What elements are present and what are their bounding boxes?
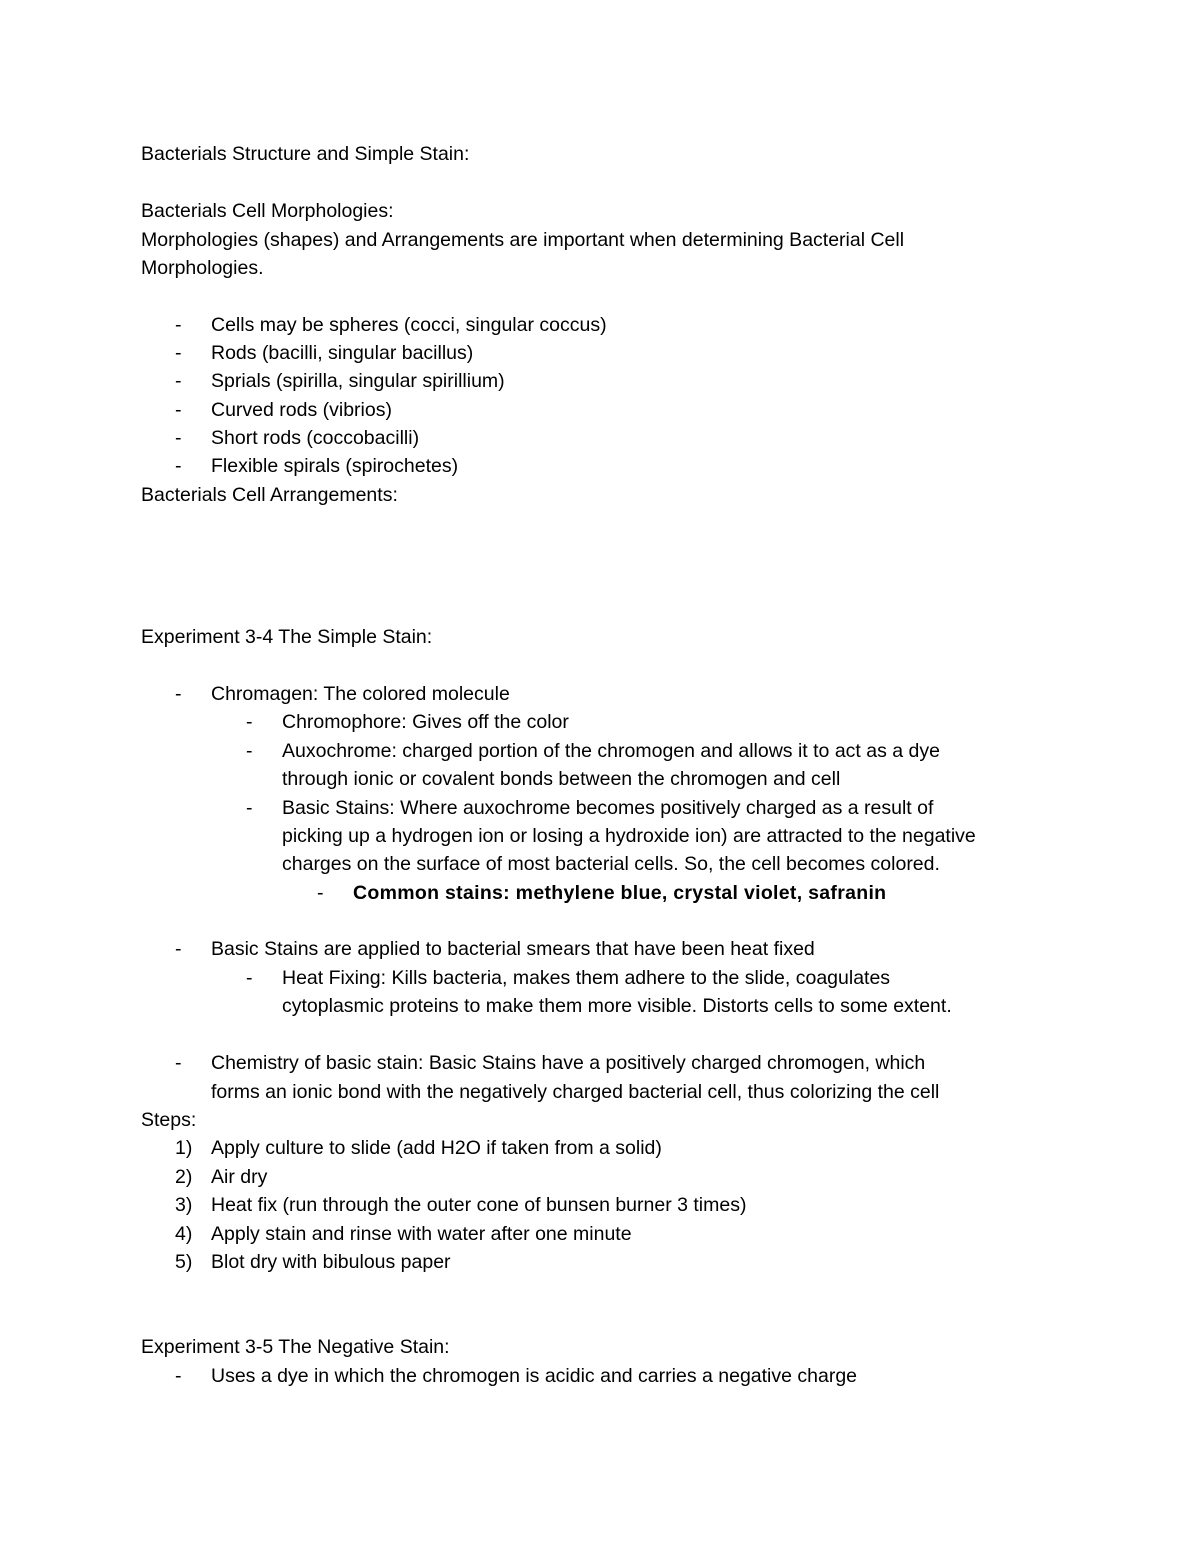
morphology-item: Flexible spirals (spirochetes): [211, 455, 459, 477]
experiment-3-4-heading: Experiment 3-4 The Simple Stain:: [141, 626, 433, 648]
negative-stain-item: Uses a dye in which the chromogen is acidic and carries a negative charge: [211, 1365, 858, 1387]
step-number: 5): [175, 1251, 193, 1273]
step-text: Apply culture to slide (add H2O if taken from a solid): [211, 1137, 662, 1159]
list-bullet: -: [175, 683, 182, 705]
list-bullet: -: [246, 797, 253, 819]
chemistry-line-2: forms an ionic bond with the negatively charged bacterial cell, thus colorizing the cell: [211, 1081, 940, 1103]
morphology-item: Short rods (coccobacilli): [211, 427, 420, 449]
morphologies-heading: Bacterials Cell Morphologies:: [141, 200, 394, 222]
basic-stains-applied-item: Basic Stains are applied to bacterial smears that have been heat fixed: [211, 938, 815, 960]
morphologies-intro-line-2: Morphologies.: [141, 257, 264, 279]
experiment-3-5-heading: Experiment 3-5 The Negative Stain:: [141, 1336, 450, 1358]
step-number: 3): [175, 1194, 193, 1216]
step-text: Heat fix (run through the outer cone of bunsen burner 3 times): [211, 1194, 747, 1216]
auxochrome-line-1: Auxochrome: charged portion of the chromogen and allows it to act as a dye: [282, 740, 940, 762]
step-text: Blot dry with bibulous paper: [211, 1251, 451, 1273]
morphology-item: Rods (bacilli, singular bacillus): [211, 342, 474, 364]
list-bullet: -: [175, 342, 182, 364]
list-bullet: -: [175, 427, 182, 449]
list-bullet: -: [175, 1052, 182, 1074]
document-title: Bacterials Structure and Simple Stain:: [141, 143, 470, 165]
step-text: Apply stain and rinse with water after one minute: [211, 1223, 632, 1245]
list-bullet: -: [175, 455, 182, 477]
list-bullet: -: [175, 938, 182, 960]
list-bullet: -: [317, 882, 324, 904]
steps-heading: Steps:: [141, 1109, 197, 1131]
morphology-item: Sprials (spirilla, singular spirillium): [211, 370, 505, 392]
list-bullet: -: [175, 370, 182, 392]
list-bullet: -: [175, 314, 182, 336]
morphologies-intro-line-1: Morphologies (shapes) and Arrangements are important when determining Bacterial Cell: [141, 229, 905, 251]
list-bullet: -: [246, 740, 253, 762]
basic-stains-line-2: picking up a hydrogen ion or losing a hydroxide ion) are attracted to the negative: [282, 825, 976, 847]
auxochrome-line-2: through ionic or covalent bonds between the chromogen and cell: [282, 768, 841, 790]
step-number: 2): [175, 1166, 193, 1188]
step-text: Air dry: [211, 1166, 268, 1188]
basic-stains-line-1: Basic Stains: Where auxochrome becomes positively charged as a result of: [282, 797, 934, 819]
chemistry-line-1: Chemistry of basic stain: Basic Stains have a positively charged chromogen, which: [211, 1052, 926, 1074]
list-bullet: -: [175, 399, 182, 421]
step-number: 4): [175, 1223, 193, 1245]
chromagen-item: Chromagen: The colored molecule: [211, 683, 510, 705]
step-number: 1): [175, 1137, 193, 1159]
common-stains-item: Common stains: methylene blue, crystal violet, safranin: [353, 882, 887, 904]
basic-stains-line-3: charges on the surface of most bacterial cells. So, the cell becomes colored.: [282, 853, 940, 875]
list-bullet: -: [246, 967, 253, 989]
heat-fixing-line-1: Heat Fixing: Kills bacteria, makes them adhere to the slide, coagulates: [282, 967, 891, 989]
morphology-item: Cells may be spheres (cocci, singular coccus): [211, 314, 607, 336]
arrangements-heading: Bacterials Cell Arrangements:: [141, 484, 398, 506]
chromophore-item: Chromophore: Gives off the color: [282, 711, 569, 733]
morphology-item: Curved rods (vibrios): [211, 399, 392, 421]
list-bullet: -: [246, 711, 253, 733]
list-bullet: -: [175, 1365, 182, 1387]
heat-fixing-line-2: cytoplasmic proteins to make them more visible. Distorts cells to some extent.: [282, 995, 952, 1017]
